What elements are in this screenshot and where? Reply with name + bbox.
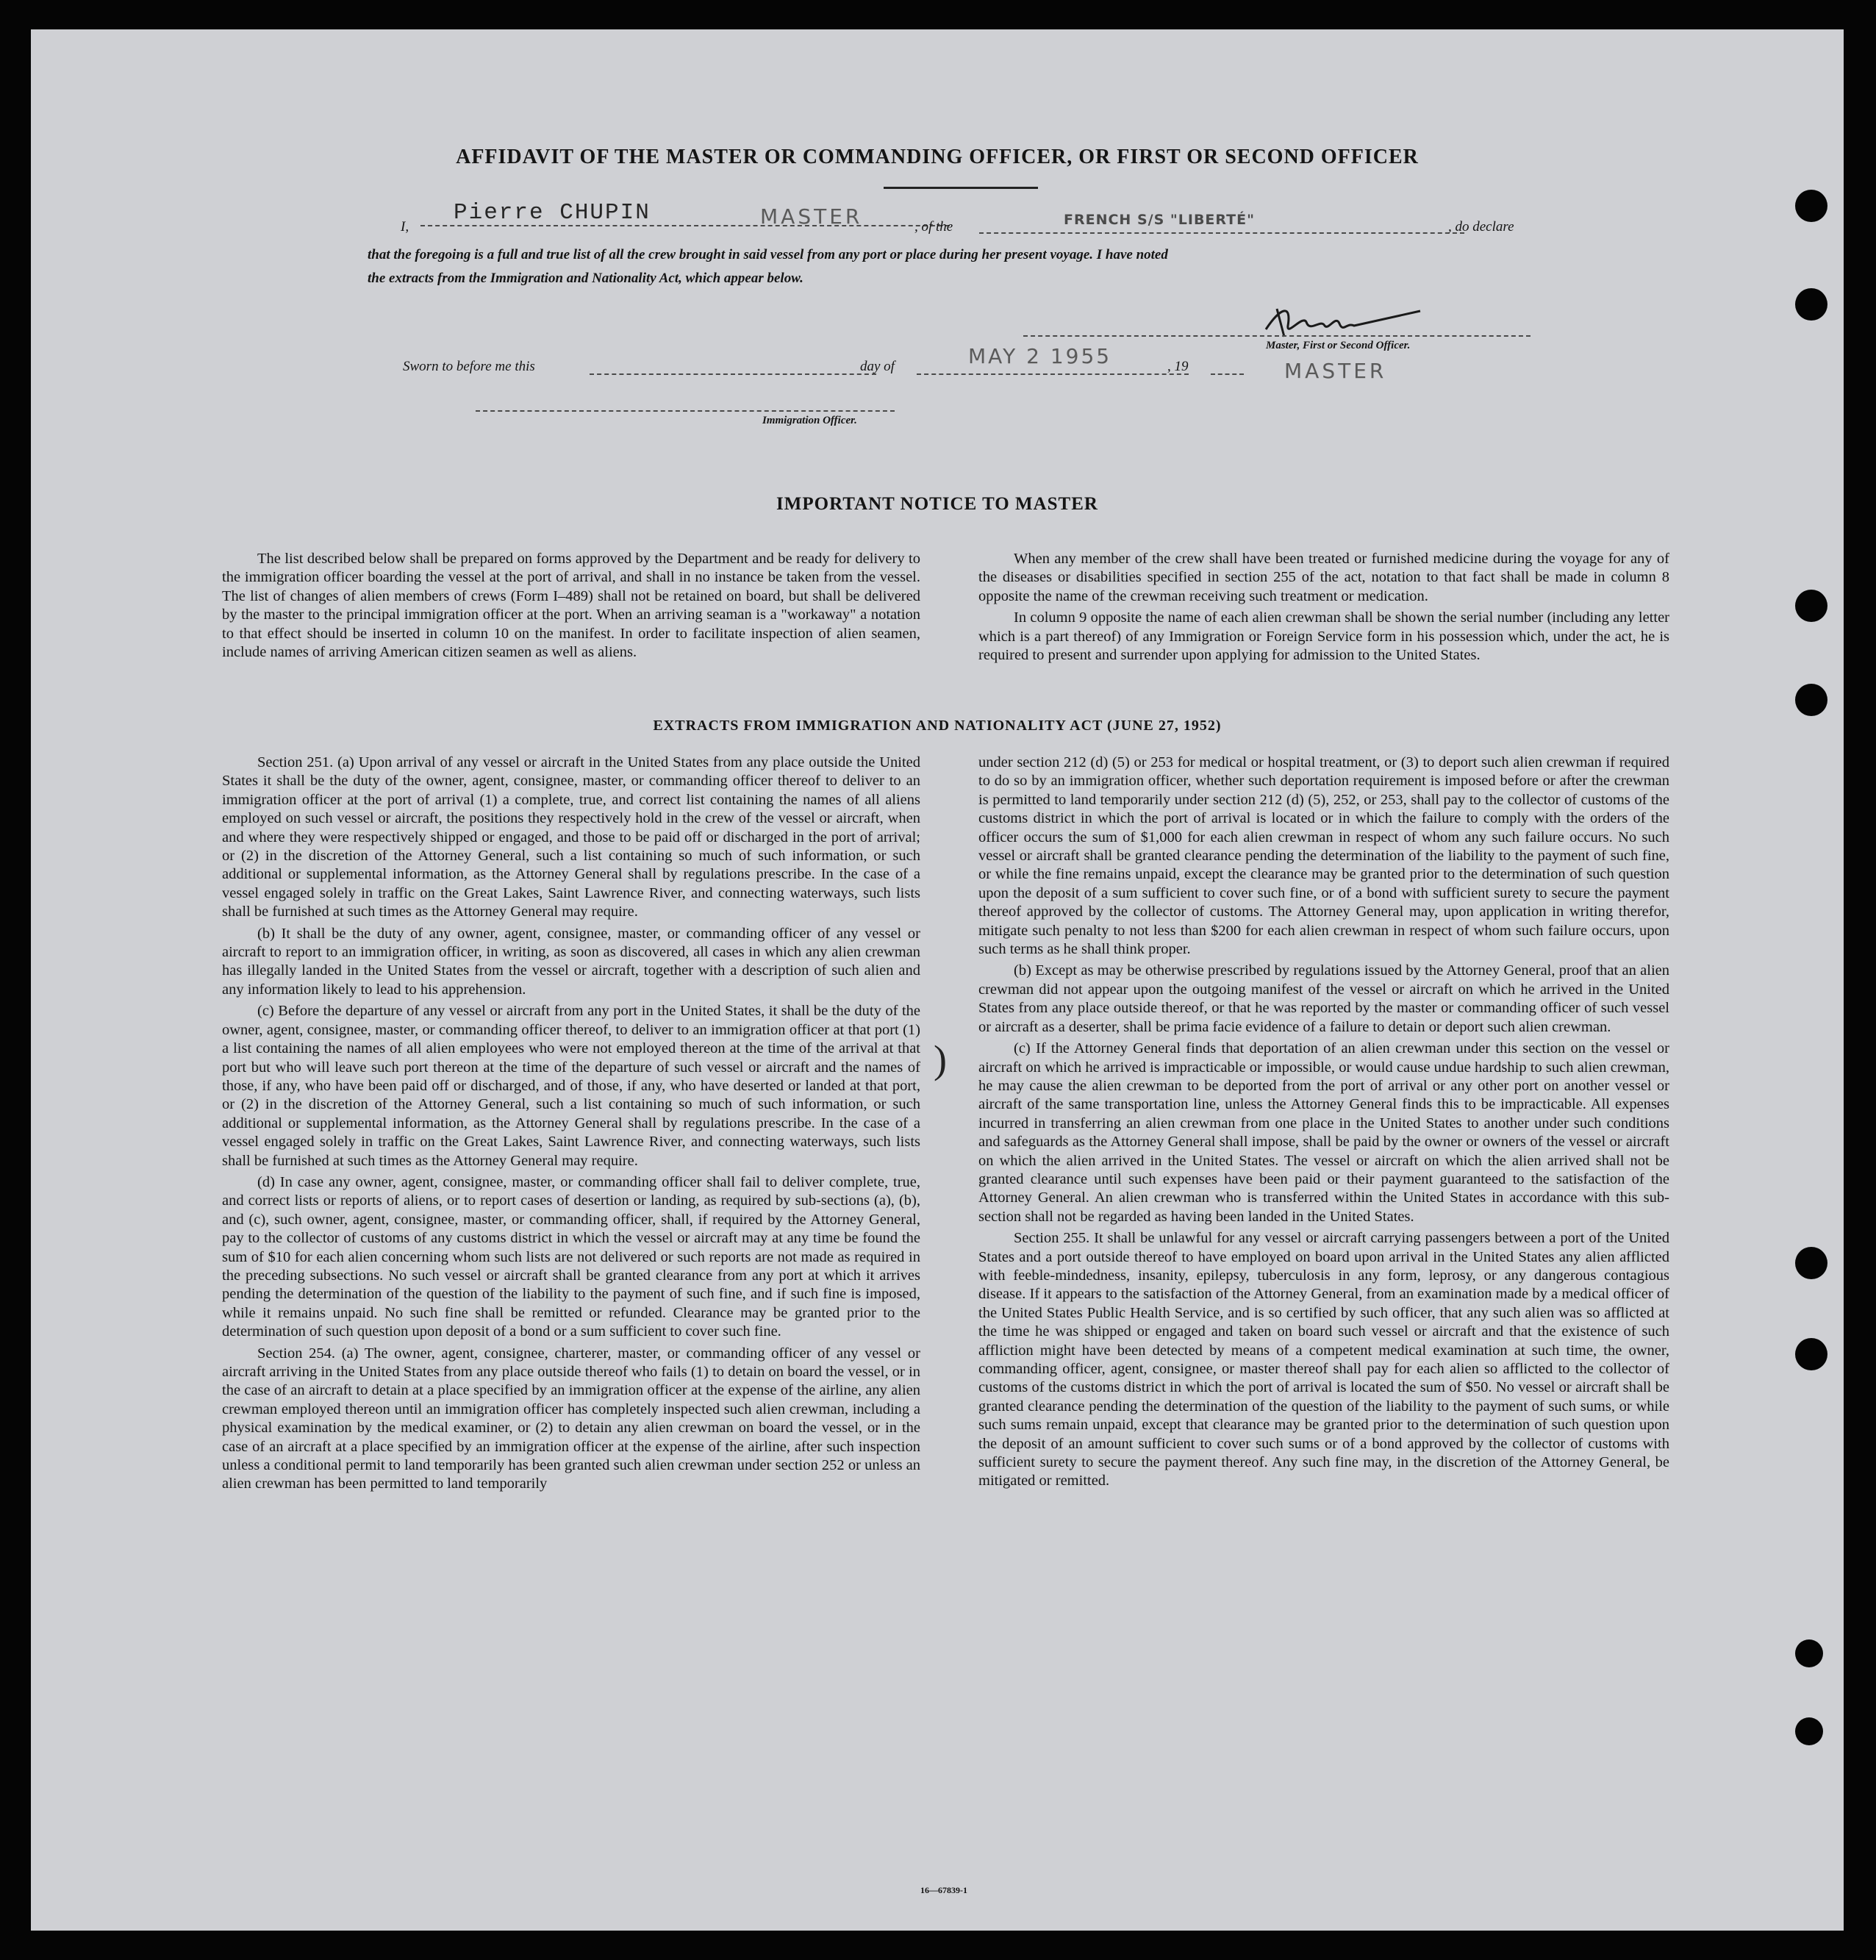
affidavit-title: AFFIDAVIT OF THE MASTER OR COMMANDING OFFICER, OR FIRST OR SECOND OFFICER [456,146,1419,168]
form-code: 16—67839-1 [920,1885,967,1895]
section-254b: (b) Except as may be otherwise prescribed by regulations issued by the Attorney General, proof that an alien crewman did not appear upon the outgoing manifest of the vessel or aircraft on which he arrived in the United States from any place outside thereof, or that he was reported by the master or commanding officer of such vessel or aircraft as a deserter, shall be prima facie evidence of a failure to detain or deport such alien crewman. [978,962,1669,1035]
section-254a-continued: under section 212 (d) (5) or 253 for medical or hospital treatment, or (3) to deport such alien crewman if required to do so by an immigration officer, whether such deportation requirement is imposed before or after the crewman is permitted to land temporarily under section 212 (d) (5), 252, or 253, shall pay to the collector of customs of the customs district in which the port of arrival is located or in which the failure to comply with the orders of the officer occurs the sum of $1,000 for each alien crewman in respect of whom any such failure occurs. No such vessel or aircraft shall be granted clearance pending the determination of the liability to the payment of such fine, or while the fine remains unpaid, except the clearance may be granted prior to the determination of such question upon the deposit of a sum sufficient to cover such fine, or of a bond with sufficient surety to secure the payment thereof approved by the collector of customs. The Attorney General may, upon application in writing therefor, mitigate such penalty to not less than $200 for each alien crewman in respect of whom such failure occurs, upon such terms as he shall think proper. [978,754,1669,958]
immigration-officer-caption: Immigration Officer. [762,415,857,426]
extracts-left-column [222,754,920,1497]
sworn-label: Sworn to before me this [403,359,535,374]
section-251a: Section 251. (a) Upon arrival of any vessel or aircraft in the United States from any place outside the United States it shall be the duty of the owner, agent, consignee, master, or commanding officer thereof to deliver to an immigration officer at the port of arrival (1) a complete, true, and correct list containing the names of all aliens employed on such vessel or aircraft, the positions they respectively hold in the crew of the vessel or aircraft, when and where they were respectively shipped or engaged, and those to be paid off or discharged in the port of arrival; or (2) in the discretion of the Attorney General, such a list containing so much of such information, or such additional or supplemental information, as the Attorney General shall by regulations prescribe. In the case of a vessel engaged solely in traffic on the Great Lakes, Saint Lawrence River, and connecting waterways, such lists shall be furnished at such times as the Attorney General may require. [222,754,920,920]
officer-stamp: MASTER [1284,359,1387,383]
officer-signature-line [1023,335,1530,337]
declaration-line-2: that the foregoing is a full and true list of all the crew brought in said vessel from any port or place during her present voyage. I have noted [368,247,1168,262]
immigration-officer-line [476,410,895,412]
notice-left-paragraph: The list described below shall be prepared on forms approved by the Department and be ready for delivery to the immigration officer boarding the vessel at the port of arrival, and shall in no instance be taken from the vessel. The list of changes of alien members of crews (Form I–489) shall not be retained on board, but shall be delivered by the master to the principal immigration officer at the port. When an arriving seaman is a "workaway" a notation to that effect should be inserted in column 10 on the manifest. In order to facilitate inspection of alien seamen, include names of arriving American citizen seamen as well as aliens. [222,551,920,661]
do-declare-label: , do declare [1448,219,1514,235]
notice-right-column [978,550,1669,668]
date-stamp: MAY 2 1955 [968,344,1112,368]
notice-right-paragraph: When any member of the crew shall have been treated or furnished medicine during the voyage for any of the diseases or disabilities specified in section 255 of the act, notation to that fact shall be made in column 8 opposite the name of the crewman receiving such treatment or medication. [978,551,1669,604]
officer-caption: Master, First or Second Officer. [1266,340,1411,351]
vessel-blank [979,232,1464,234]
section-254c: (c) If the Attorney General finds that deportation of an alien crewman under this section on the vessel or aircraft on which he arrived is impracticable or impossible, or would cause undue hardship to such alien crewman, he may cause the alien crewman to be deported from the port of arrival or any other port on another vessel or aircraft of the same transportation line, unless the Attorney General finds this to be impracticable. All expenses incurred in transferring an alien crewman from one place in the United States to another under such conditions and safeguards as the Attorney General shall impose, shall be paid by the owner or owners of the vessel or aircraft on which the alien arrived in the United States. The vessel or aircraft on which the alien arrived shall not be granted clearance until such expenses have been paid or their payment guaranteed to the satisfaction of the Attorney General. An alien crewman who is transferred within the United States in accordance with this sub-section shall not be regarded as having been landed in the United States. [978,1040,1669,1225]
binder-hole [1795,1639,1823,1667]
notice-left-column [222,550,920,665]
binder-hole [1795,1717,1823,1745]
title-divider [884,187,1038,189]
i-label: I, [401,219,409,235]
year-blank [1211,373,1244,375]
binder-hole [1795,1247,1827,1279]
extracts-right-column [978,754,1669,1494]
declarant-name: Pierre CHUPIN [454,200,651,226]
section-255: Section 255. It shall be unlawful for any vessel or aircraft carrying passengers between a port of the United States and a port outside thereof to have employed on board upon arrival in the United States any alien afflicted with feeble-mindedness, insanity, epilepsy, tuberculosis in any form, leprosy, or any dangerous contagious disease. If it appears to the satisfaction of the Attorney General, from an examination made by a medical officer of the United States Public Health Service, and is so certified by such officer, that any such alien was so afflicted at the time he was shipped or engaged and taken on board such vessel or aircraft and that the existence of such affliction might have been detected by means of a competent medical examination at such time, the owner, commanding officer, agent, consignee, or master thereof shall pay for each alien so afflicted to the collector of customs of the customs district in which the port of arrival is located the sum of $50. No vessel or aircraft shall be granted clearance pending the determination of the question of the liability to the payment of such sums, or while such sums remain unpaid, except that clearance may be granted prior to the determination of such question upon the deposit of an amount sufficient to cover such sums or of a bond approved by the collector of customs with sufficient surety to secure the payment thereof. Any such fine may, in the discretion of the Attorney General, be mitigated or remitted. [978,1230,1669,1489]
section-251d: (d) In case any owner, agent, consignee, master, or commanding officer shall fail to deliver complete, true, and correct lists or reports of aliens, or to report cases of desertion or landing, as required by sub-sections (a), (b), and (c), such owner, agent, consignee, master, or commanding officer, shall, if required by the Attorney General, pay to the collector of customs of any customs district in which the vessel or aircraft may at any time be found the sum of $10 for each alien concerning whom such lists are not delivered or such reports are not made as required in the preceding subsections. No such vessel or aircraft shall be granted clearance from any port at which it arrives pending the determination of the question of the liability to the payment of such fine, and if such fine is imposed, while it remains unpaid. No such fine shall be remitted or refunded. Clearance may be granted prior to the determination of such question upon deposit of a bond or a sum sufficient to cover such fine. [222,1173,920,1340]
section-251c: (c) Before the departure of any vessel or aircraft from any port in the United States, it shall be the duty of the owner, agent, consignee, master, or commanding officer thereof, to deliver to an immigration officer at that port (1) a list containing the names of all alien employees who were not employed thereon at the time of the arrival at that port but who will leave such port thereon at the time of the departure of such vessel or aircraft and the names of those, if any, who have been paid off or discharged, and of those, if any, who have deserted or landed at that port, or (2) in the discretion of the Attorney General, such a list containing so much of such information, or such additional or supplemental information, as the Attorney General shall by regulations prescribe. In the case of a vessel engaged solely in traffic on the Great Lakes, Saint Lawrence River, and connecting waterways, such lists shall be furnished at such times as the Attorney General may require. [222,1003,920,1169]
margin-bracket: ) [934,1037,947,1081]
binder-hole [1795,684,1827,716]
binder-hole [1795,190,1827,222]
rank-stamp: MASTER [760,204,863,229]
extracts-title: EXTRACTS FROM IMMIGRATION AND NATIONALITY ACT (JUNE 27, 1952) [653,718,1222,734]
binder-hole [1795,1338,1827,1370]
binder-hole [1795,590,1827,622]
section-251b: (b) It shall be the duty of any owner, agent, consignee, master, or commanding officer of any vessel or aircraft to report to an immigration officer, in writing, as soon as discovered, all cases in which any alien crewman has illegally landed in the United States from the vessel or aircraft, together with a description of such alien and any information likely to lead to his apprehension. [222,925,920,998]
of-the-label: , of the [914,219,953,235]
notice-right-paragraph: In column 9 opposite the name of each alien crewman shall be shown the serial number (including any letter which is a part thereof) of any Immigration or Foreign Service form in his possession which, under the act, he is required to present and surrender upon applying for admission to the United States. [978,609,1669,664]
sworn-month-blank [917,373,1189,375]
sworn-day-blank [590,373,876,375]
vessel-name: FRENCH S/S "LIBERTÉ" [1064,212,1256,228]
binder-hole [1795,288,1827,321]
year-prefix: , 19 [1167,359,1189,374]
document-page [31,29,1844,1931]
notice-title: IMPORTANT NOTICE TO MASTER [776,494,1098,514]
declaration-line-3: the extracts from the Immigration and Nationality Act, which appear below. [368,271,803,286]
section-254a: Section 254. (a) The owner, agent, consignee, charterer, master, or commanding officer of any vessel or aircraft arriving in the United States from any place outside thereof who fails (1) to detain on board the vessel, or in the case of an aircraft to detain at a place specified by an immigration officer at the expense of the airline, any alien crewman employed thereon until an immigration officer has completely inspected such alien crewman, including a physical examination by the medical examiner, or (2) to detain any alien crewman on board the vessel, or in the case of an aircraft at a place specified by an immigration officer at the expense of the airline, after such inspection unless a conditional permit to land temporarily has been granted such alien crewman under section 252 or unless an alien crewman has been permitted to land temporarily [222,1345,920,1492]
day-of-label: day of [860,359,895,374]
